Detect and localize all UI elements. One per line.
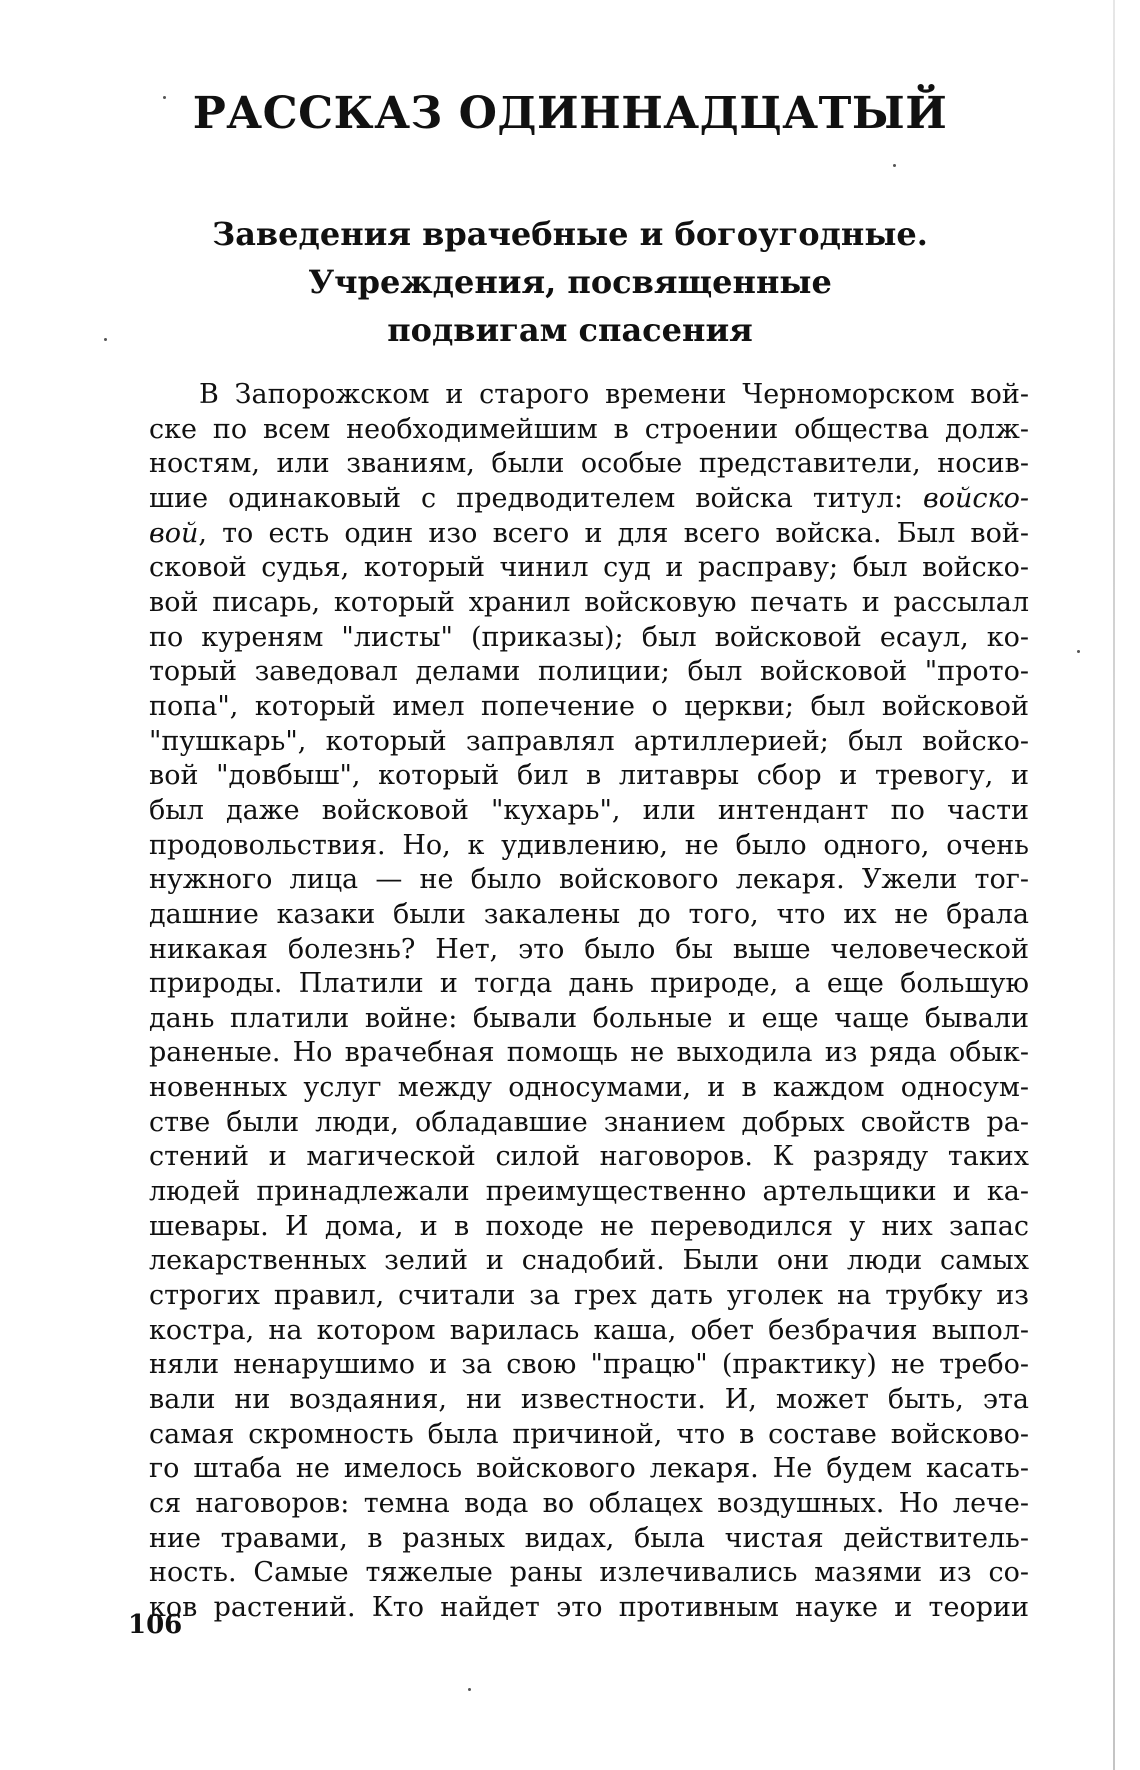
text-line: сковой судья, который чинил суд и расправу; был войско-: [149, 552, 1029, 584]
italic-term: вой: [149, 517, 199, 549]
text-line: самая скромность была причиной, что в составе войсково-: [149, 1418, 1029, 1450]
text-segment: , то есть один изо всего и для всего войска. Был вой-: [198, 517, 1029, 549]
text-line: вали ни воздаяния, ни известности. И, может быть, эта: [149, 1384, 1029, 1416]
text-line: няли ненарушимо и за свою "працю" (практику) не требо-: [149, 1349, 1029, 1381]
text-line: людей принадлежали преимущественно артельщики и ка-: [149, 1176, 1029, 1208]
text-line: [149, 517, 1029, 552]
text-line: стве были люди, обладавшие знанием добрых свойств ра-: [149, 1106, 1029, 1138]
scan-speck: [468, 1688, 471, 1691]
text-line: ностям, или званиям, были особые представители, носив-: [149, 448, 1029, 480]
subtitle-line-1: Заведения врачебные и богоугодные.: [212, 215, 928, 253]
text-line: шевары. И дома, и в походе не переводился у них запас: [149, 1210, 1029, 1242]
text-line: ске по всем необходимейшим в строении общества долж-: [149, 413, 1029, 445]
text-line: ков растений. Кто найдет это противным науке и теории: [149, 1591, 1029, 1623]
text-line: продовольствия. Но, к удивлению, не было одного, очень: [149, 829, 1029, 861]
subtitle-line-2: Учреждения, посвященные: [308, 263, 832, 301]
text-line: никакая болезнь? Нет, это было бы выше человеческой: [149, 933, 1029, 965]
text-line: торый заведовал делами полиции; был войсковой "прото-: [149, 656, 1029, 688]
text-line: В Запорожском и старого времени Черноморском вой-: [199, 379, 1029, 410]
text-line: дашние казаки были закалены до того, что их не брала: [149, 898, 1029, 930]
italic-term: войско-: [923, 482, 1029, 514]
text-line: ние травами, в разных видах, была чистая действитель-: [149, 1522, 1029, 1554]
text-line: вой писарь, который хранил войсковую печать и рассылал: [149, 586, 1029, 618]
scan-speck: [893, 164, 896, 167]
scan-speck: [163, 96, 166, 99]
text-line: [149, 482, 1029, 517]
text-line: природы. Платили и тогда дань природе, а еще большую: [149, 968, 1029, 1000]
text-line: был даже войсковой "кухарь", или интендант по части: [149, 794, 1029, 826]
chapter-subtitle: [150, 210, 990, 354]
text-line: новенных услуг между односумами, и в каждом односум-: [149, 1072, 1029, 1104]
chapter-title: РАССКАЗ ОДИННАДЦАТЫЙ: [192, 88, 948, 139]
text-line: лекарственных зелий и снадобий. Были они люди самых: [149, 1245, 1029, 1277]
body-paragraph: [149, 378, 1029, 1626]
subtitle-line-3: подвигам спасения: [387, 311, 753, 349]
scan-speck: [1077, 650, 1080, 653]
text-line: нужного лица — не было войскового лекаря. Ужели тог-: [149, 864, 1029, 896]
text-line: вой "довбыш", который бил в литавры сбор и тревогу, и: [149, 760, 1029, 792]
text-line: "пушкарь", который заправлял артиллерией; был войско-: [149, 725, 1029, 757]
text-line: строгих правил, считали за грех дать уголек на трубку из: [149, 1280, 1029, 1312]
page-number: 106: [128, 1610, 183, 1640]
text-line: дань платили войне: бывали больные и еще чаще бывали: [149, 1002, 1029, 1034]
page-edge-rule: [1113, 0, 1115, 1770]
text-line: костра, на котором варилась каша, обет безбрачия выпол-: [149, 1314, 1029, 1346]
text-line: по куреням "листы" (приказы); был войсковой есаул, ко-: [149, 621, 1029, 653]
text-line: раненые. Но врачебная помощь не выходила из ряда обык-: [149, 1037, 1029, 1069]
text-line: го штаба не имелось войскового лекаря. Не будем касать-: [149, 1453, 1029, 1485]
text-line: стений и магической силой наговоров. К разряду таких: [149, 1141, 1029, 1173]
scan-speck: [104, 338, 107, 341]
text-line: попа", который имел попечение о церкви; был войсковой: [149, 690, 1029, 722]
text-segment: шие одинаковый с предводителем войска титул:: [149, 482, 924, 514]
text-line: ся наговоров: темна вода во облацех воздушных. Но лече-: [149, 1488, 1029, 1519]
text-line: ность. Самые тяжелые раны излечивались мазями из со-: [149, 1557, 1029, 1589]
